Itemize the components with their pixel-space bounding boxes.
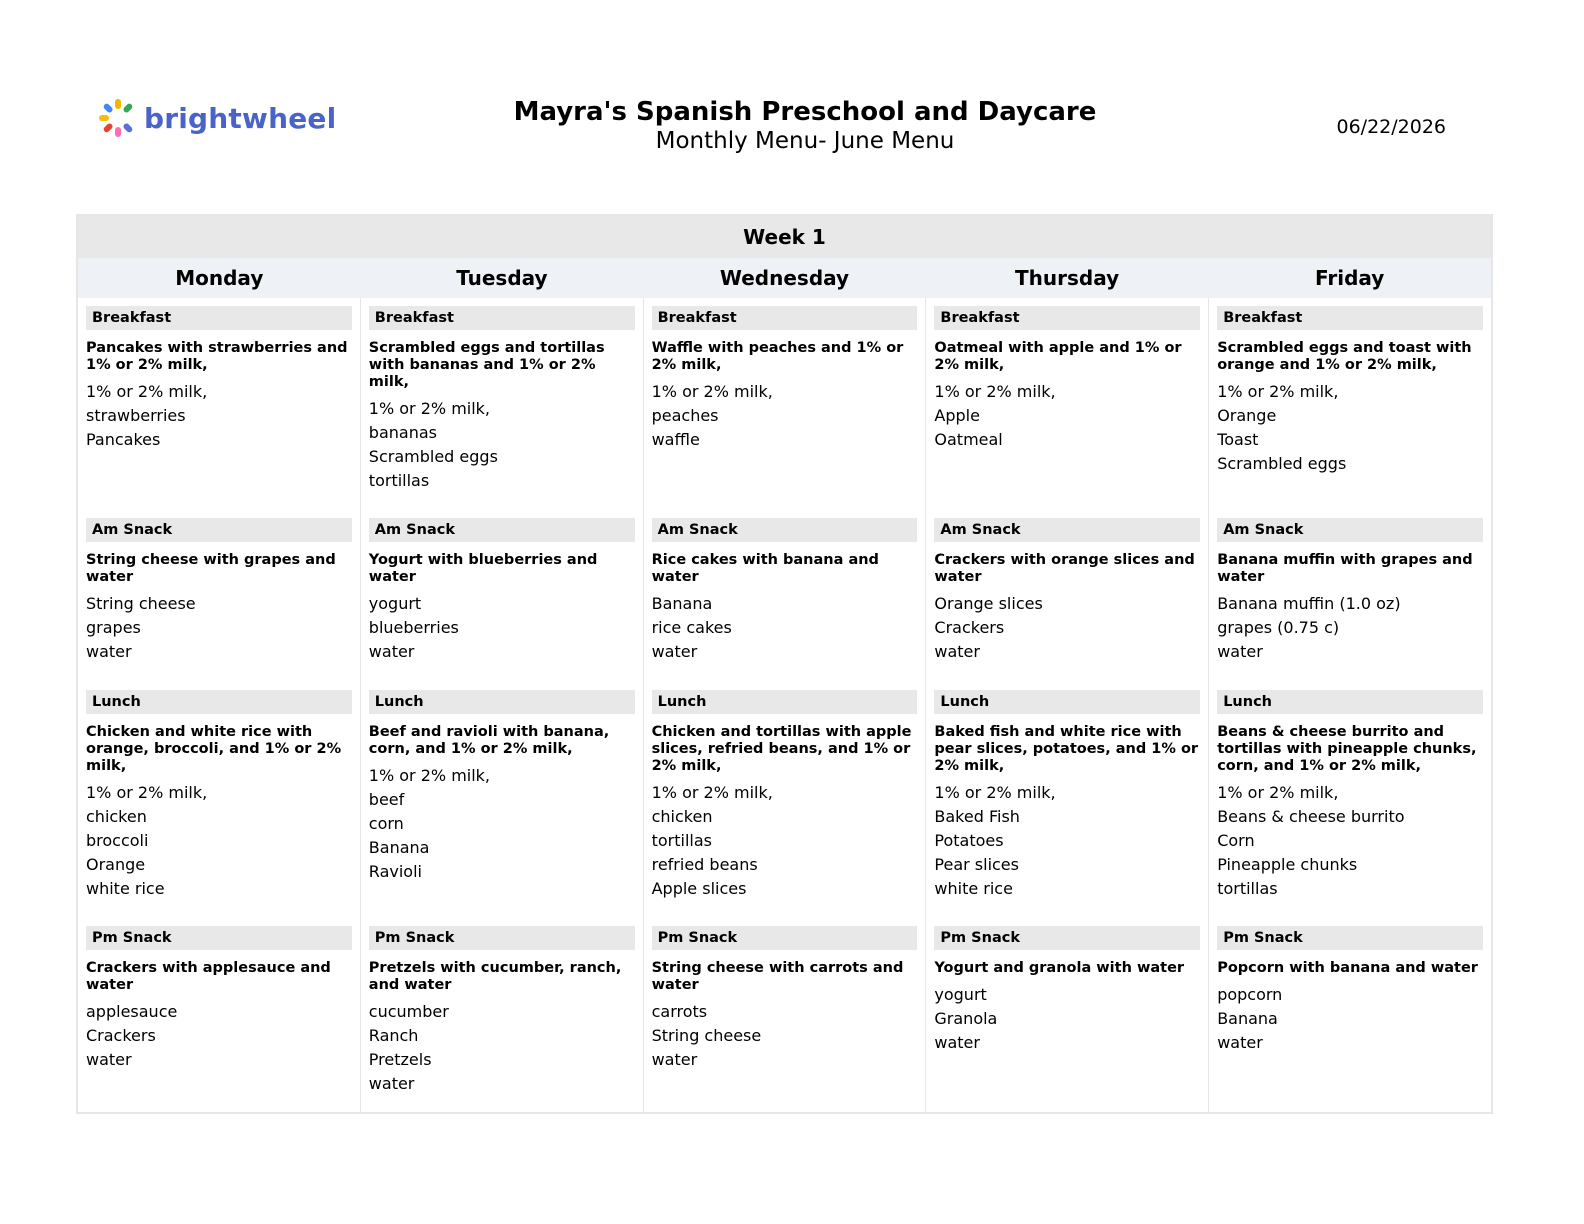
meal-item: corn	[368, 814, 404, 833]
print-date: 06/22/2026	[1336, 116, 1446, 138]
meal-summary: Scrambled eggs and tortillas with bananas and 1% or 2% milk,	[368, 340, 605, 390]
meal-lunch	[369, 690, 635, 884]
school-name: Mayra's Spanish Preschool and Daycare	[513, 97, 1097, 127]
meal-label: Lunch	[86, 690, 352, 714]
meal-summary: Pancakes with strawberries and 1% or 2% milk,	[86, 340, 348, 373]
meal-am-snack	[86, 518, 352, 664]
meal-item: beef	[368, 790, 405, 809]
meal-item: 1% or 2% milk,	[651, 382, 773, 401]
meal-item: Scrambled eggs	[368, 447, 498, 466]
meal-item: Baked Fish	[934, 807, 1020, 826]
meal-item: Oatmeal	[934, 430, 1003, 449]
meal-item: chicken	[651, 807, 713, 826]
meal-item: 1% or 2% milk,	[934, 382, 1056, 401]
meal-item: water	[86, 642, 132, 661]
meal-label: Pm Snack	[86, 926, 352, 950]
meal-item: Orange slices	[934, 594, 1043, 613]
meal-label: Lunch	[1217, 690, 1483, 714]
meal-summary: Yogurt and granola with water	[934, 960, 1185, 976]
meal-item: Beans & cheese burrito	[1217, 807, 1405, 826]
meal-item: Ranch	[368, 1026, 419, 1045]
meal-item: blueberries	[368, 618, 459, 637]
meal-item: waffle	[651, 430, 700, 449]
meal-item: cucumber	[368, 1002, 449, 1021]
meal-item: Ravioli	[368, 862, 422, 881]
meal-item: 1% or 2% milk,	[1217, 382, 1339, 401]
meal-pm-snack	[934, 926, 1200, 1055]
meal-summary: Pretzels with cucumber, ranch, and water	[368, 960, 622, 993]
meal-summary: Oatmeal with apple and 1% or 2% milk,	[934, 340, 1182, 373]
day-column-thursday	[926, 298, 1209, 1112]
meal-am-snack	[652, 518, 918, 664]
meal-label: Lunch	[652, 690, 918, 714]
meal-label: Am Snack	[652, 518, 918, 542]
meal-label: Am Snack	[1217, 518, 1483, 542]
meal-label: Pm Snack	[1217, 926, 1483, 950]
meal-item: water	[368, 642, 415, 661]
meal-item: Banana	[651, 594, 713, 613]
meal-label: Am Snack	[86, 518, 352, 542]
meal-item: 1% or 2% milk,	[86, 382, 208, 401]
meal-item: Granola	[934, 1009, 998, 1028]
meal-pm-snack	[652, 926, 918, 1072]
meal-item: grapes (0.75 c)	[1217, 618, 1340, 637]
logo-text: brightwheel	[144, 101, 337, 135]
meal-item: Pancakes	[86, 430, 161, 449]
meal-summary: Crackers with applesauce and water	[86, 960, 331, 993]
menu-table	[76, 214, 1493, 1114]
meal-item: water	[368, 1074, 415, 1093]
menu-name: Monthly Menu- June Menu	[655, 128, 955, 154]
meal-label: Breakfast	[934, 306, 1200, 330]
meal-item: Scrambled eggs	[1217, 454, 1347, 473]
meal-item: water	[1217, 1033, 1263, 1052]
meal-lunch	[934, 690, 1200, 901]
meal-item: refried beans	[651, 855, 758, 874]
meal-summary: Rice cakes with banana and water	[651, 552, 879, 585]
meal-summary: Chicken and tortillas with apple slices, refried beans, and 1% or 2% milk,	[651, 724, 912, 774]
meal-item: tortillas	[1217, 879, 1278, 898]
meal-item: Banana muffin (1.0 oz)	[1217, 594, 1401, 613]
meal-pm-snack	[369, 926, 635, 1096]
meal-label: Am Snack	[369, 518, 635, 542]
meal-item: bananas	[368, 423, 437, 442]
meal-summary: Banana muffin with grapes and water	[1217, 552, 1473, 585]
meal-item: tortillas	[368, 471, 430, 490]
meal-item: water	[934, 1033, 980, 1052]
meal-item: 1% or 2% milk,	[368, 766, 491, 785]
meal-item: Pineapple chunks	[1217, 855, 1358, 874]
meal-item: water	[934, 642, 980, 661]
day-column-friday	[1209, 298, 1491, 1112]
meal-item: water	[651, 642, 698, 661]
week-header: Week 1	[78, 216, 1491, 258]
meal-item: water	[1217, 642, 1263, 661]
meal-item: yogurt	[934, 985, 987, 1004]
meal-breakfast	[369, 306, 635, 493]
meal-item: white rice	[934, 879, 1013, 898]
meal-item: tortillas	[651, 831, 712, 850]
meal-item: Pretzels	[368, 1050, 432, 1069]
meal-summary: Chicken and white rice with orange, broccoli, and 1% or 2% milk,	[86, 724, 342, 774]
meal-item: white rice	[86, 879, 165, 898]
meal-summary: Yogurt with blueberries and water	[368, 552, 598, 585]
meal-am-snack	[369, 518, 635, 664]
meal-item: 1% or 2% milk,	[86, 783, 208, 802]
meal-item: 1% or 2% milk,	[934, 783, 1056, 802]
meal-item: water	[86, 1050, 132, 1069]
meal-lunch	[1217, 690, 1483, 901]
meal-item: Orange	[86, 855, 146, 874]
meal-label: Pm Snack	[369, 926, 635, 950]
meal-summary: Beans & cheese burrito and tortillas with pineapple chunks, corn, and 1% or 2% milk,	[1217, 724, 1477, 774]
meal-item: yogurt	[368, 594, 422, 613]
meal-label: Breakfast	[369, 306, 635, 330]
day-header-row	[78, 258, 1491, 298]
meal-am-snack	[934, 518, 1200, 664]
meal-summary: Popcorn with banana and water	[1217, 960, 1478, 976]
meal-item: Toast	[1217, 430, 1259, 449]
meal-breakfast	[1217, 306, 1483, 476]
brightwheel-logo-icon	[98, 98, 138, 138]
meal-item: peaches	[651, 406, 719, 425]
meal-lunch	[652, 690, 918, 901]
meal-item: Potatoes	[934, 831, 1004, 850]
meal-summary: Crackers with orange slices and water	[934, 552, 1195, 585]
meal-label: Am Snack	[934, 518, 1200, 542]
meal-summary: Waffle with peaches and 1% or 2% milk,	[651, 340, 904, 373]
meal-item: 1% or 2% milk,	[651, 783, 773, 802]
meal-item: 1% or 2% milk,	[368, 399, 491, 418]
meal-breakfast	[652, 306, 918, 452]
meal-item: water	[651, 1050, 698, 1069]
meal-label: Pm Snack	[934, 926, 1200, 950]
meal-item: Pear slices	[934, 855, 1019, 874]
meal-item: String cheese	[86, 594, 196, 613]
meal-lunch	[86, 690, 352, 901]
meal-item: Orange	[1217, 406, 1277, 425]
day-columns	[78, 298, 1491, 1112]
meal-label: Lunch	[934, 690, 1200, 714]
day-column-wednesday	[644, 298, 927, 1112]
meal-pm-snack	[1217, 926, 1483, 1055]
meal-item: rice cakes	[651, 618, 732, 637]
meal-item: Corn	[1217, 831, 1255, 850]
meal-item: Crackers	[86, 1026, 156, 1045]
meal-summary: String cheese with grapes and water	[86, 552, 336, 585]
meal-am-snack	[1217, 518, 1483, 664]
meal-item: popcorn	[1217, 985, 1283, 1004]
day-header-thursday: Thursday	[1015, 266, 1120, 290]
meal-label: Breakfast	[86, 306, 352, 330]
meal-breakfast	[934, 306, 1200, 452]
day-header-friday: Friday	[1315, 266, 1385, 290]
meal-label: Pm Snack	[652, 926, 918, 950]
meal-item: applesauce	[86, 1002, 178, 1021]
brightwheel-logo	[98, 98, 336, 138]
meal-item: carrots	[651, 1002, 708, 1021]
meal-item: grapes	[86, 618, 141, 637]
title-block	[400, 97, 1210, 155]
meal-label: Breakfast	[652, 306, 918, 330]
meal-item: Apple	[934, 406, 980, 425]
meal-item: Crackers	[934, 618, 1005, 637]
meal-item: strawberries	[86, 406, 186, 425]
day-header-wednesday: Wednesday	[719, 266, 850, 290]
meal-label: Lunch	[369, 690, 635, 714]
meal-item: Banana	[368, 838, 430, 857]
meal-item: chicken	[86, 807, 147, 826]
meal-summary: String cheese with carrots and water	[651, 960, 904, 993]
day-column-tuesday	[361, 298, 644, 1112]
meal-item: Apple slices	[651, 879, 747, 898]
day-header-monday: Monday	[175, 266, 264, 290]
meal-breakfast	[86, 306, 352, 452]
meal-item: 1% or 2% milk,	[1217, 783, 1339, 802]
day-column-monday	[78, 298, 361, 1112]
meal-summary: Scrambled eggs and toast with orange and 1% or 2% milk,	[1217, 340, 1472, 373]
meal-summary: Baked fish and white rice with pear slices, potatoes, and 1% or 2% milk,	[934, 724, 1199, 774]
meal-summary: Beef and ravioli with banana, corn, and 1% or 2% milk,	[368, 724, 610, 757]
meal-item: String cheese	[651, 1026, 762, 1045]
day-header-tuesday: Tuesday	[456, 266, 548, 290]
meal-item: Banana	[1217, 1009, 1278, 1028]
meal-item: broccoli	[86, 831, 149, 850]
meal-pm-snack	[86, 926, 352, 1072]
meal-label: Breakfast	[1217, 306, 1483, 330]
